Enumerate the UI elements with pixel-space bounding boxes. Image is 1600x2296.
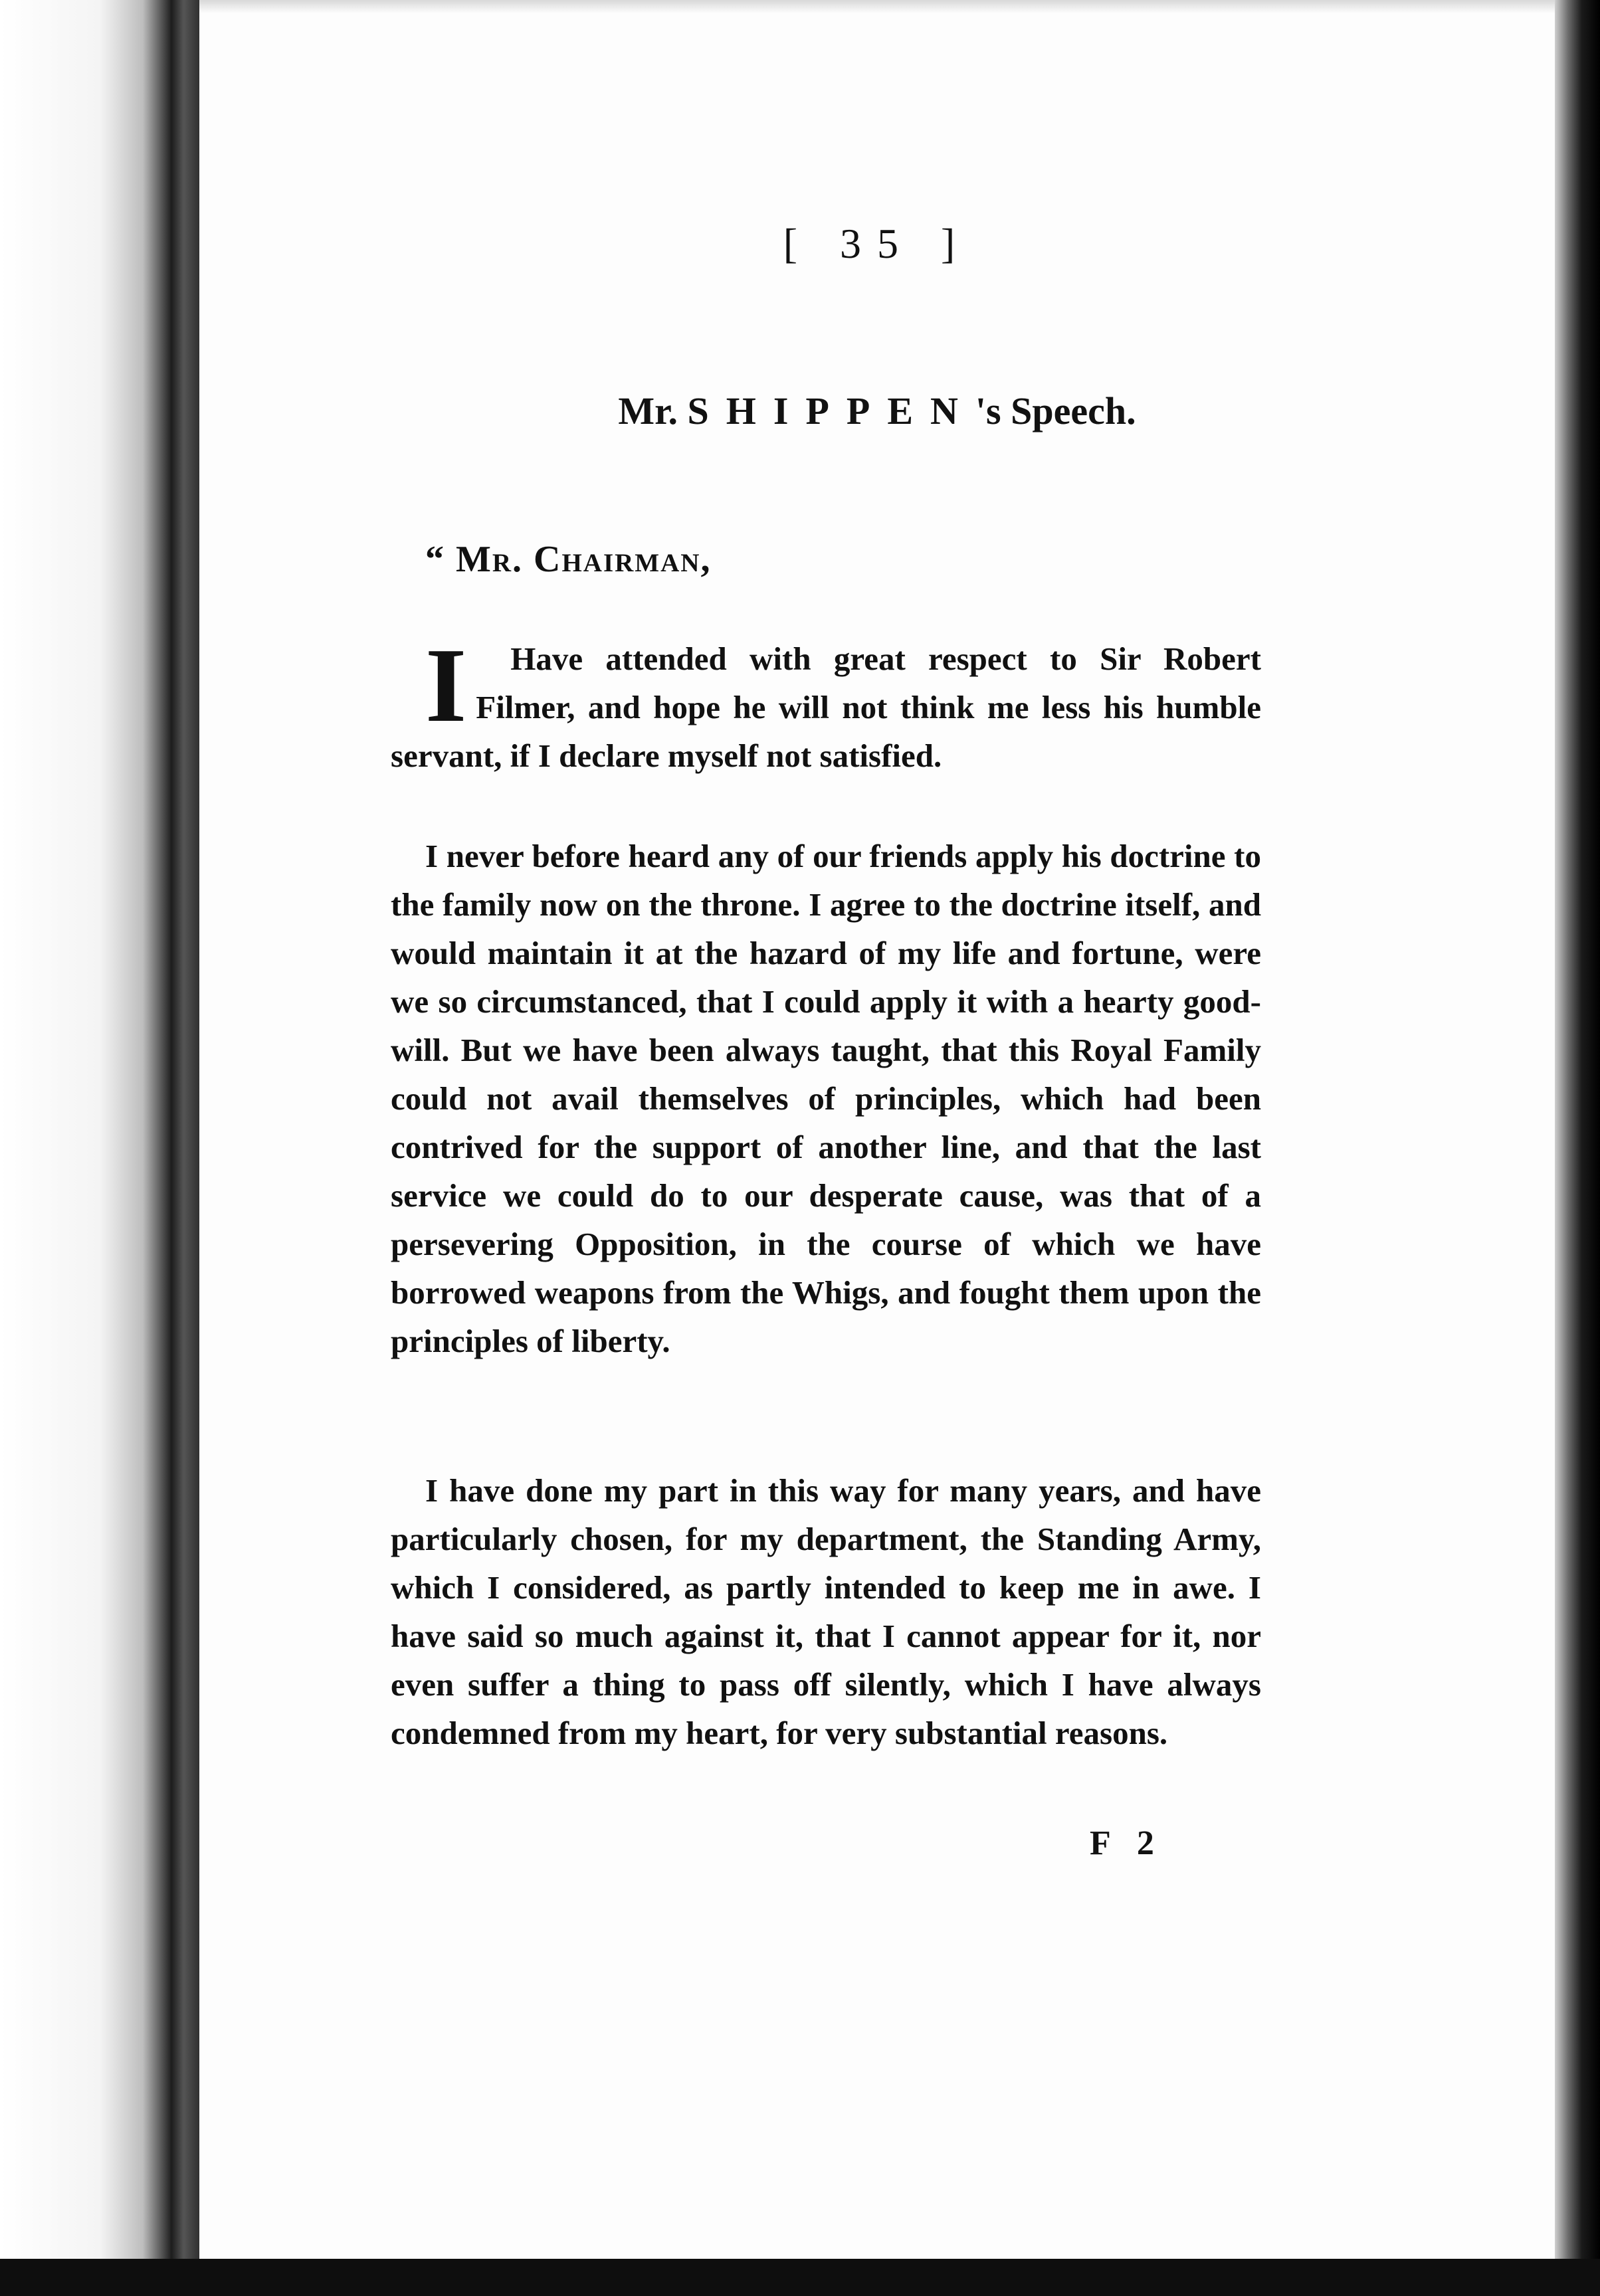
paragraph-3	[391, 1466, 1261, 1757]
paragraph-2-text: I never before heard any of our friends apply his doctrine to the family now on the throne. I agree to the doctrine itself, and would maintain it at the hazard of my life and fortune, were we so circumstanced, that I could apply it with a hearty good-will. But we have been always taught, that this Royal Family could not avail themselves of principles, which had been contrived for the support of another line, and that the last service we could do to our desperate cause, was that of a persevering Opposition, in the course of which we have borrowed weapons from the Whigs, and fought them upon the principles of liberty.	[391, 838, 1261, 1359]
heading-possessive: 's	[975, 389, 1001, 432]
paragraph-3-text: I have done my part in this way for many years, and have particularly chosen, for my department, the Standing Army, which I considered, as partly intended to keep me in awe. I have said so much against it, that I cannot appear for it, nor even suffer a thing to pass off silently, which I have always condemned from my heart, for very substantial reasons.	[391, 1472, 1261, 1751]
drop-cap: I	[425, 626, 467, 744]
book-spine-shadow	[0, 0, 173, 2296]
page-number: [ 35 ]	[783, 220, 971, 267]
page-bottom-border	[0, 2259, 1600, 2296]
heading-prefix: Mr.	[618, 389, 678, 432]
salutation: “ Mr. Chairman,	[425, 539, 712, 580]
speech-heading	[199, 389, 1555, 433]
paragraph-2	[391, 832, 1261, 1365]
catchword-signature: F 2	[1090, 1824, 1163, 1862]
heading-name: SHIPPEN	[687, 389, 975, 432]
paragraph-1	[391, 626, 1261, 780]
heading-suffix: Speech.	[1011, 389, 1136, 432]
paragraph-1-text: Have attended with great respect to Sir Robert Filmer, and hope he will not think me less his humble servant, if I declare myself not satisfied.	[391, 640, 1261, 774]
page-gutter	[171, 0, 202, 2296]
page-top-shadow	[199, 0, 1555, 13]
page-right-edge	[1555, 0, 1600, 2296]
